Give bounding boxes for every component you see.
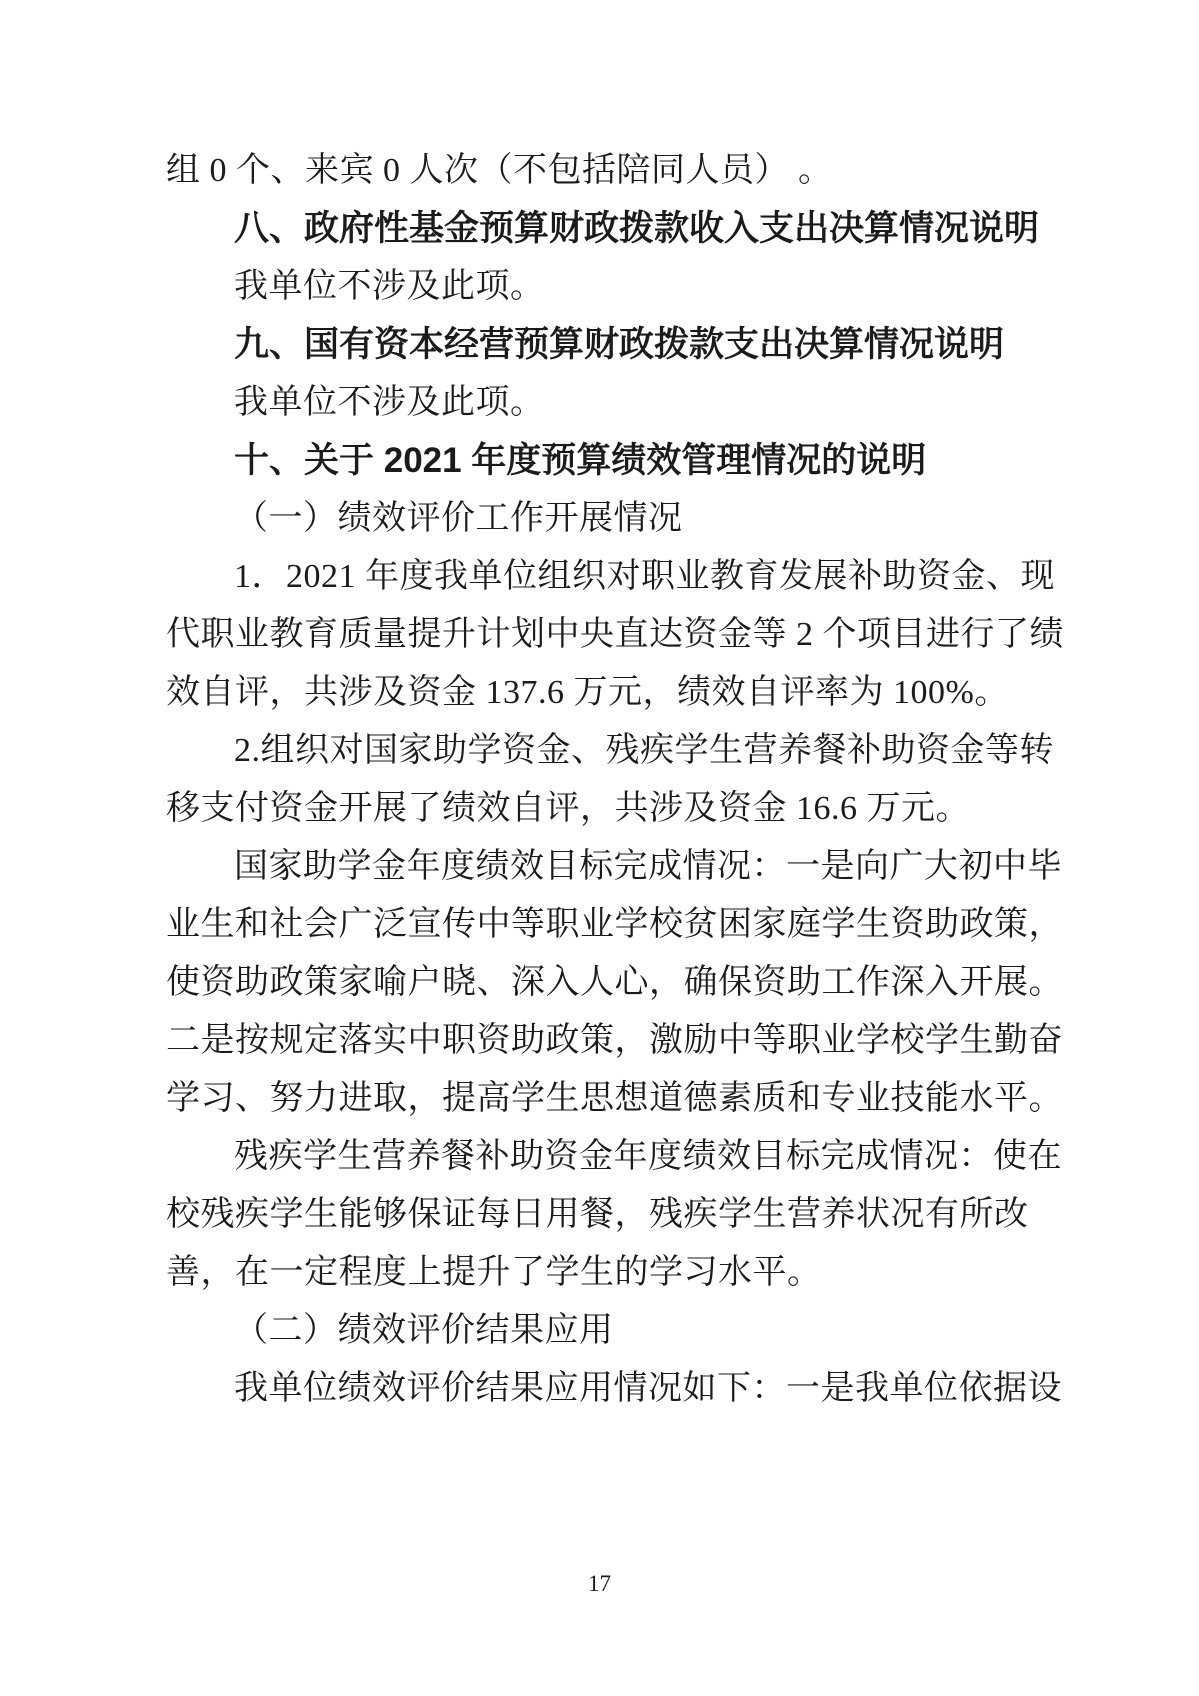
text-line: 业生和社会广泛宣传中等职业学校贫困家庭学生资助政策，	[166, 906, 1063, 943]
text-line: 学习、努力进取，提高学生思想道德素质和专业技能水平。	[166, 1080, 1063, 1117]
paragraph-line: 国家助学金年度绩效目标完成情况：一是向广大初中毕	[234, 848, 1062, 885]
paragraph-line: 残疾学生营养餐补助资金年度绩效目标完成情况：使在	[234, 1138, 1062, 1175]
text-block	[166, 142, 1064, 1418]
text-line: 使资助政策家喻户晓、深入人心，确保资助工作深入开展。	[166, 964, 1063, 1001]
paragraph-line: 2.组织对国家助学资金、残疾学生营养餐补助资金等转	[234, 732, 1054, 769]
section-heading: 十、关于 2021 年度预算绩效管理情况的说明	[234, 441, 927, 480]
paragraph-line: 1．2021 年度我单位组织对职业教育发展补助资金、现	[234, 558, 1055, 595]
paragraph-line: 我单位不涉及此项。	[234, 268, 545, 305]
text-line: 效自评，共涉及资金 137.6 万元，绩效自评率为 100%。	[166, 674, 1009, 711]
section-heading: 八、政府性基金预算财政拨款收入支出决算情况说明	[234, 209, 1040, 248]
text-line: 组 0 个、来宾 0 人次（不包括陪同人员） 。	[166, 152, 833, 189]
text-line: 善，在一定程度上提升了学生的学习水平。	[166, 1254, 822, 1291]
subsection-heading: （二）绩效评价结果应用	[234, 1312, 614, 1349]
text-line: 校残疾学生能够保证每日用餐，残疾学生营养状况有所改	[166, 1196, 1029, 1233]
subsection-heading: （一）绩效评价工作开展情况	[234, 500, 683, 537]
paragraph-line: 我单位不涉及此项。	[234, 384, 545, 421]
text-line: 二是按规定落实中职资助政策，激励中等职业学校学生勤奋	[166, 1022, 1063, 1059]
text-line: 移支付资金开展了绩效自评，共涉及资金 16.6 万元。	[166, 790, 970, 827]
page-number: 17	[588, 1571, 611, 1596]
paragraph-line: 我单位绩效评价结果应用情况如下：一是我单位依据设	[234, 1370, 1062, 1407]
text-line: 代职业教育质量提升计划中央直达资金等 2 个项目进行了绩	[166, 616, 1064, 653]
section-heading: 九、国有资本经营预算财政拨款支出决算情况说明	[234, 325, 1005, 364]
